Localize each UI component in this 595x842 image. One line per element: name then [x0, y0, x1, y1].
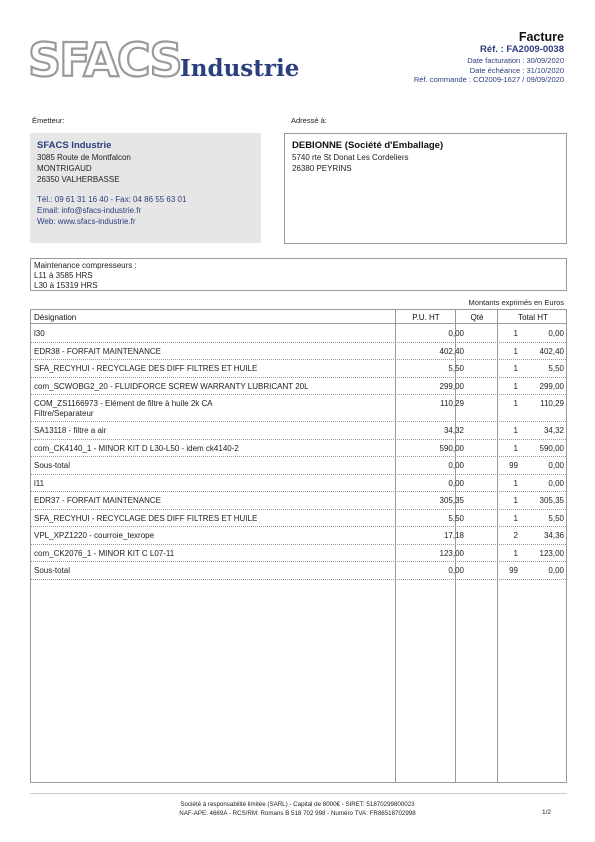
item-unit-price: 305,35 [439, 496, 464, 505]
recipient-label: Adressé à: [291, 116, 327, 125]
legal-line: Société à responsabilité limitée (SARL) - Capital de 8000€ - SIRET: 51870299800023 [180, 801, 415, 808]
table-row [31, 492, 566, 510]
sender-box [30, 133, 261, 243]
sender-label: Émetteur: [32, 116, 65, 125]
item-quantity: 1 [513, 381, 518, 391]
header-unit-price: P.U. HT [412, 313, 440, 322]
sender-email: Email: info@sfacs-industrie.fr [37, 206, 142, 215]
table-row [31, 527, 566, 545]
item-designation: SA13118 - filtre a air [34, 426, 107, 435]
item-designation: l30 [34, 329, 45, 338]
item-total: 5,50 [548, 364, 564, 373]
item-unit-price: 299,00 [439, 381, 464, 391]
table-row [31, 510, 566, 528]
invoice-date: Date facturation : 30/09/2020 [467, 56, 564, 65]
item-designation: com_CK4140_1 - MINOR KIT D L30-L50 - idem ck4140-2 [34, 443, 239, 453]
item-total: 123,00 [539, 548, 564, 558]
item-total: 305,35 [539, 496, 564, 505]
note-line: Maintenance compresseurs : [34, 261, 137, 270]
item-total: 34,36 [543, 531, 564, 540]
item-total: 590,00 [539, 443, 564, 453]
table-row [31, 343, 566, 361]
item-total: 0,00 [548, 329, 564, 338]
item-designation: Sous-total [34, 461, 71, 470]
item-unit-price: 402,40 [439, 346, 464, 356]
invoice-reference: Réf. : FA2009-0038 [480, 44, 564, 55]
item-quantity: 1 [513, 478, 518, 488]
table-row [31, 440, 566, 458]
item-quantity: 99 [509, 461, 518, 470]
item-designation: Sous-total [34, 566, 71, 575]
sender-postcode-city: 26350 VALHERBASSE [37, 175, 120, 184]
table-row [31, 457, 566, 475]
table-row [31, 562, 566, 580]
item-designation: com_CK2076_1 - MINOR KIT C L07-11 [34, 548, 175, 558]
item-total: 299,00 [539, 381, 564, 391]
item-quantity: 1 [513, 496, 518, 505]
sender-website: Web: www.sfacs-industrie.fr [37, 217, 136, 226]
header-total: Total HT [518, 313, 548, 322]
sender-phone-fax: Tél.: 09 61 31 16 40 - Fax: 04 86 55 63 01 [37, 195, 187, 204]
table-row [31, 378, 566, 396]
item-unit-price: 17,18 [443, 531, 464, 540]
company-logo [28, 34, 313, 86]
item-total: 402,40 [539, 346, 564, 356]
table-row [31, 395, 566, 422]
header-designation: Désignation [34, 313, 77, 322]
item-quantity: 1 [513, 548, 518, 558]
item-designation: com_SCWOBG2_20 - FLUIDFORCE SCREW WARRANTY LUBRICANT 20L [34, 381, 309, 391]
recipient-box [284, 133, 567, 244]
sender-address: 3085 Route de Montfalcon [37, 153, 131, 162]
table-row [31, 545, 566, 563]
item-quantity: 1 [513, 364, 518, 373]
row-separator [31, 579, 566, 580]
recipient-postcode-city: 26380 PEYRINS [292, 164, 352, 173]
footer-divider [30, 793, 567, 794]
item-total: 0,00 [548, 566, 564, 575]
logo-brand: SFACS [28, 34, 181, 86]
item-designation: EDR37 - FORFAIT MAINTENANCE [34, 496, 161, 505]
item-designation: COM_ZS1166973 - Elément de filtre à huile 2k CA [34, 399, 213, 408]
item-total: 0,00 [548, 461, 564, 470]
legal-line: NAF-APE: 4669A - RCS/RM: Romans B 518 702 998 - Numéro TVA: FR86518702998 [179, 810, 416, 817]
header-quantity: Qté [470, 313, 484, 322]
item-unit-price: 5,50 [448, 364, 464, 373]
item-unit-price: 123,00 [439, 548, 464, 558]
currency-note: Montants exprimés en Euros [468, 298, 564, 307]
item-quantity: 2 [513, 531, 518, 540]
recipient-company: DEBIONNE (Société d'Emballage) [292, 140, 444, 151]
note-line: L11 à 3585 HRS [34, 271, 93, 280]
table-row [31, 325, 566, 343]
note-line: L30 à 15319 HRS [34, 281, 98, 290]
item-quantity: 1 [513, 329, 518, 338]
item-unit-price: 5,50 [448, 513, 464, 523]
item-quantity: 1 [513, 513, 518, 523]
item-unit-price: 110,29 [440, 399, 464, 408]
table-row [31, 360, 566, 378]
table-row [31, 475, 566, 493]
item-unit-price: 0,00 [448, 329, 464, 338]
logo-suffix: Industrie [180, 55, 300, 82]
order-reference: Réf. commande : CO2009-1627 / 09/09/2020 [413, 75, 564, 84]
table-row [31, 422, 566, 440]
item-unit-price: 0,00 [448, 478, 464, 488]
item-unit-price: 0,00 [448, 461, 464, 470]
item-designation: l11 [34, 478, 45, 488]
page-number: 1/2 [541, 809, 551, 816]
item-total: 34,32 [543, 426, 564, 435]
item-quantity: 1 [513, 443, 518, 453]
item-unit-price: 0,00 [448, 566, 464, 575]
item-total: 110,29 [540, 399, 564, 408]
item-designation-detail: Filtre/Separateur [34, 409, 94, 418]
invoice-header [414, 30, 564, 85]
item-total: 5,50 [548, 513, 564, 523]
items-table [30, 309, 567, 783]
item-unit-price: 590,00 [439, 443, 464, 453]
document-title: Facture [518, 30, 564, 44]
item-designation: EDR38 - FORFAIT MAINTENANCE [34, 346, 161, 356]
item-quantity: 1 [513, 399, 518, 408]
table-header [31, 310, 566, 324]
sender-company: SFACS Industrie [37, 140, 112, 151]
item-quantity: 1 [513, 426, 518, 435]
recipient-address: 5740 rte St Donat Les Cordeliers [292, 153, 409, 162]
item-unit-price: 34,32 [443, 426, 464, 435]
item-designation: VPL_XPZ1220 - courroie_texrope [34, 531, 155, 540]
sender-city: MONTRIGAUD [37, 164, 92, 173]
due-date: Date échéance : 31/10/2020 [469, 65, 564, 75]
item-quantity: 99 [509, 566, 518, 575]
note-box [30, 258, 567, 291]
item-designation: SFA_RECYHUI - RECYCLAGE DES DIFF FILTRES ET HUILE [34, 364, 258, 373]
item-designation: SFA_RECYHUI - RECYCLAGE DES DIFF FILTRES ET HUILE [34, 513, 258, 523]
legal-footer [0, 800, 595, 818]
item-quantity: 1 [513, 346, 518, 356]
item-total: 0,00 [548, 478, 564, 488]
